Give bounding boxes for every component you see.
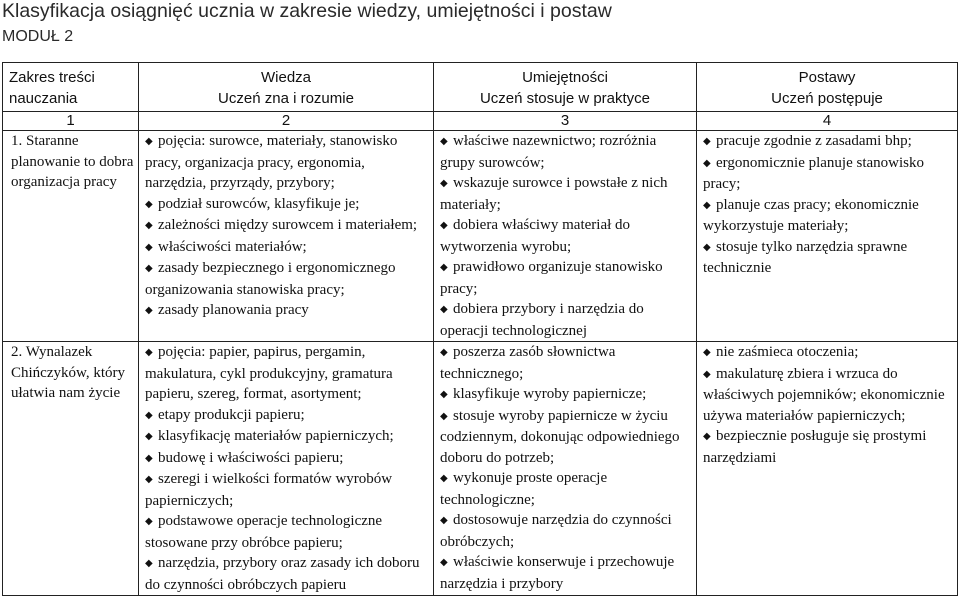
header-attitudes-title: Postawy bbox=[798, 69, 856, 86]
diamond-bullet-icon: ◆ bbox=[440, 347, 448, 358]
table-row bbox=[3, 131, 958, 342]
diamond-bullet-icon: ◆ bbox=[703, 431, 711, 442]
list-item bbox=[703, 131, 953, 153]
diamond-bullet-icon: ◆ bbox=[145, 516, 153, 527]
diamond-bullet-icon: ◆ bbox=[440, 136, 448, 147]
diamond-bullet-icon: ◆ bbox=[440, 389, 448, 400]
header-knowledge bbox=[139, 63, 434, 112]
diamond-bullet-icon: ◆ bbox=[440, 515, 448, 526]
header-skills bbox=[434, 63, 697, 112]
list-item-text: wskazuje surowce i powstałe z nich materiały; bbox=[440, 175, 668, 213]
list-item-text: budowę i właściwości papieru; bbox=[158, 449, 344, 466]
list-item bbox=[703, 426, 953, 468]
column-number: 2 bbox=[139, 112, 434, 131]
attitudes-list bbox=[703, 342, 953, 468]
attitudes-cell bbox=[697, 131, 958, 342]
list-item-text: ergonomicznie planuje stanowisko pracy; bbox=[703, 154, 925, 192]
skills-cell bbox=[434, 342, 697, 596]
header-topic: Zakres treści nauczania bbox=[3, 63, 139, 112]
attitudes-cell bbox=[697, 342, 958, 596]
list-item-text: dobiera właściwy materiał do wytworzenia wyrobu; bbox=[440, 217, 631, 255]
list-item bbox=[145, 511, 429, 553]
list-item bbox=[145, 469, 429, 511]
list-item-text: zasady planowania pracy bbox=[158, 302, 309, 318]
list-item-text: klasyfikuje wyroby papiernicze; bbox=[453, 386, 647, 402]
column-number: 3 bbox=[434, 112, 697, 131]
list-item bbox=[703, 342, 953, 364]
diamond-bullet-icon: ◆ bbox=[145, 220, 153, 231]
list-item-text: pojęcia: papier, papirus, pergamin, makulatura, cykl produkcyjny, gramatura papieru, szereg, format, asortyment; bbox=[145, 344, 393, 402]
list-item bbox=[145, 300, 429, 322]
skills-list bbox=[440, 342, 692, 594]
column-number: 4 bbox=[697, 112, 958, 131]
topic-cell: 2. Wynalazek Chińczyków, który ułatwia nam życie bbox=[3, 342, 139, 596]
list-item-text: klasyfikację materiałów papierniczych; bbox=[158, 428, 394, 444]
diamond-bullet-icon: ◆ bbox=[145, 198, 153, 210]
list-item-text: podział surowców, klasyfikuje je; bbox=[158, 195, 360, 212]
diamond-bullet-icon: ◆ bbox=[145, 409, 153, 421]
list-item-text: podstawowe operacje technologiczne stosowane przy obróbce papieru; bbox=[145, 513, 383, 551]
diamond-bullet-icon: ◆ bbox=[440, 473, 448, 484]
header-attitudes-subtitle: Uczeń postępuje bbox=[771, 90, 883, 107]
diamond-bullet-icon: ◆ bbox=[440, 262, 448, 273]
list-item-text: właściwe nazewnictwo; rozróżnia grupy surowców; bbox=[440, 133, 657, 171]
list-item bbox=[145, 342, 429, 405]
diamond-bullet-icon: ◆ bbox=[145, 431, 153, 442]
diamond-bullet-icon: ◆ bbox=[440, 410, 448, 422]
list-item bbox=[440, 510, 692, 552]
header-skills-title: Umiejętności bbox=[522, 69, 608, 86]
list-item-text: pojęcia: surowce, materiały, stanowisko pracy, organizacja pracy, ergonomia, narzędzia, przyrządy, przybory; bbox=[145, 133, 398, 191]
diamond-bullet-icon: ◆ bbox=[703, 157, 711, 169]
list-item bbox=[145, 448, 429, 470]
list-item-text: stosuje tylko narzędzia sprawne technicznie bbox=[703, 238, 908, 276]
list-item-text: zasady bezpiecznego i ergonomicznego organizowania stanowiska pracy; bbox=[145, 260, 396, 298]
list-item bbox=[440, 131, 692, 173]
list-item-text: prawidłowo organizuje stanowisko pracy; bbox=[440, 259, 663, 297]
list-item bbox=[703, 153, 953, 195]
list-item bbox=[440, 173, 692, 215]
attitudes-list bbox=[703, 131, 953, 279]
list-item-text: dostosowuje narzędzia do czynności obróbczych; bbox=[440, 512, 672, 550]
header-knowledge-subtitle: Uczeń zna i rozumie bbox=[218, 90, 354, 107]
diamond-bullet-icon: ◆ bbox=[145, 305, 153, 316]
list-item bbox=[145, 258, 429, 300]
module-label: MODUŁ 2 bbox=[2, 28, 74, 45]
diamond-bullet-icon: ◆ bbox=[703, 241, 711, 253]
skills-list bbox=[440, 131, 692, 341]
diamond-bullet-icon: ◆ bbox=[703, 347, 711, 358]
list-item bbox=[703, 237, 953, 279]
list-item bbox=[145, 215, 429, 237]
diamond-bullet-icon: ◆ bbox=[145, 241, 153, 253]
list-item bbox=[145, 553, 429, 595]
header-knowledge-title: Wiedza bbox=[260, 69, 312, 86]
column-number: 1 bbox=[3, 112, 139, 131]
knowledge-cell bbox=[139, 131, 434, 342]
list-item-text: właściwości materiałów; bbox=[158, 238, 307, 255]
list-item-text: etapy produkcji papieru; bbox=[158, 406, 305, 423]
number-row bbox=[3, 112, 958, 131]
diamond-bullet-icon: ◆ bbox=[145, 474, 153, 485]
knowledge-list bbox=[145, 131, 429, 322]
diamond-bullet-icon: ◆ bbox=[440, 178, 448, 189]
diamond-bullet-icon: ◆ bbox=[145, 263, 153, 274]
header-row bbox=[3, 63, 958, 112]
list-item bbox=[145, 405, 429, 427]
knowledge-cell bbox=[139, 342, 434, 596]
classification-table bbox=[2, 62, 958, 596]
header-attitudes bbox=[697, 63, 958, 112]
list-item bbox=[145, 131, 429, 194]
list-item-text: narzędzia, przybory oraz zasady ich doboru do czynności obróbczych papieru bbox=[145, 555, 420, 593]
list-item bbox=[703, 364, 953, 427]
list-item bbox=[440, 552, 692, 594]
list-item bbox=[440, 215, 692, 257]
list-item bbox=[440, 384, 692, 406]
table-row bbox=[3, 342, 958, 596]
diamond-bullet-icon: ◆ bbox=[145, 452, 153, 464]
diamond-bullet-icon: ◆ bbox=[145, 347, 153, 358]
list-item-text: poszerza zasób słownictwa technicznego; bbox=[440, 344, 616, 382]
list-item-text: pracuje zgodnie z zasadami bhp; bbox=[716, 133, 912, 149]
diamond-bullet-icon: ◆ bbox=[440, 220, 448, 231]
skills-cell bbox=[434, 131, 697, 342]
topic-cell: 1. Staranne planowanie to dobra organizacja pracy bbox=[3, 131, 139, 342]
list-item-text: wykonuje proste operacje technologiczne; bbox=[440, 470, 608, 508]
list-item-text: właściwie konserwuje i przechowuje narzędzia i przybory bbox=[440, 554, 675, 592]
list-item-text: makulaturę zbiera i wrzuca do właściwych pojemników; ekonomicznie używa materiałów papierniczych; bbox=[703, 365, 945, 424]
list-item bbox=[145, 426, 429, 448]
list-item-text: szeregi i wielkości formatów wyrobów papierniczych; bbox=[145, 471, 393, 509]
list-item bbox=[440, 342, 692, 384]
diamond-bullet-icon: ◆ bbox=[440, 557, 448, 568]
list-item bbox=[703, 195, 953, 237]
list-item-text: bezpiecznie posługuje się prostymi narzędziami bbox=[703, 428, 927, 466]
diamond-bullet-icon: ◆ bbox=[440, 304, 448, 315]
diamond-bullet-icon: ◆ bbox=[703, 136, 711, 147]
list-item bbox=[440, 406, 692, 469]
diamond-bullet-icon: ◆ bbox=[703, 368, 711, 380]
knowledge-list bbox=[145, 342, 429, 595]
list-item bbox=[145, 194, 429, 216]
list-item-text: planuje czas pracy; ekonomicznie wykorzystuje materiały; bbox=[703, 196, 919, 234]
header-skills-subtitle: Uczeń stosuje w praktyce bbox=[479, 90, 651, 107]
list-item-text: nie zaśmieca otoczenia; bbox=[716, 344, 859, 360]
diamond-bullet-icon: ◆ bbox=[145, 136, 153, 147]
list-item bbox=[440, 257, 692, 299]
diamond-bullet-icon: ◆ bbox=[703, 199, 711, 211]
page-title: Klasyfikacja osiągnięć ucznia w zakresie wiedzy, umiejętności i postaw bbox=[2, 0, 612, 22]
list-item bbox=[440, 468, 692, 510]
list-item-text: dobiera przybory i narzędzia do operacji technologicznej bbox=[440, 301, 644, 339]
diamond-bullet-icon: ◆ bbox=[145, 558, 153, 569]
list-item-text: stosuje wyroby papiernicze w życiu codziennym, dokonując odpowiedniego doboru do potrzeb; bbox=[440, 407, 680, 466]
list-item bbox=[440, 299, 692, 341]
list-item-text: zależności między surowcem i materiałem; bbox=[158, 217, 418, 233]
list-item bbox=[145, 237, 429, 259]
